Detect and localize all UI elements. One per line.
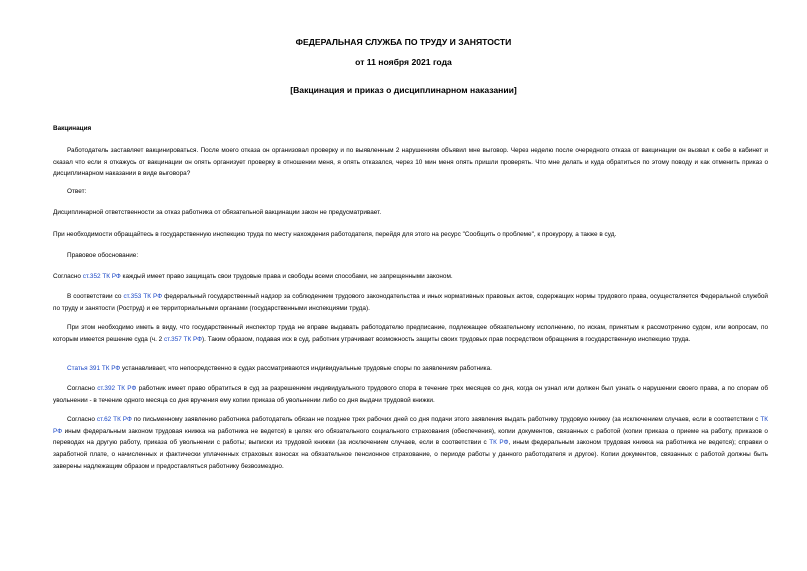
document-title: [Вакцинация и приказ о дисциплинарном наказании]: [290, 85, 517, 95]
link-tk-rf[interactable]: ТК РФ: [53, 416, 768, 435]
legal-paragraph-art391: Статья 391 ТК РФ устанавливает, что непосредственно в судах рассматриваются индивидуальные трудовые споры по заявлениям работника.: [67, 365, 492, 372]
document-date: от 11 ноября 2021 года: [355, 57, 452, 67]
link-art-62[interactable]: ст.62 ТК РФ: [96, 416, 132, 423]
legal-paragraph-art392: Согласно ст.392 ТК РФ работник имеет право обратиться в суд за разрешением индивидуального трудового спора в течение трех месяцев со дня, когда он узнал или должен был узнать о нарушении своего права, а по спорам об увольнении - в течение одного месяца со дня вручения ему копии приказа об увольнении либо со дня выдачи трудовой книжки.: [53, 385, 769, 404]
link-art-352[interactable]: ст.352 ТК РФ: [82, 273, 121, 280]
legal-paragraph-art62: Согласно ст.62 ТК РФ по письменному заявлению работника работодатель обязан не позднее трех рабочих дней со дня подачи этого заявления выдать работнику трудовую книжку (за исключением случаев, если в соответствии с ТК РФ иным федеральным законом трудовая книжка на работника не ведется) в целях его обязательного социального страхования (обеспечения), копии документов, связанных с работой (копии приказа о приеме на работу, приказов о переводах на другую работу, приказа об увольнении с работы; выписки из трудовой книжки (за исключением случаев, если в соответствии с ТК РФ, иным федеральным законом трудовая книжка на работника не ведется); справки о заработной плате, о начисленных и фактически уплаченных страховых взносах на обязательное пенсионное страхование, о периоде работы у данного работодателя и другое). Копии документов, связанных с работой должны быть заверены надлежащим образом и предоставляться работнику безвозмездно.: [53, 416, 768, 470]
answer-paragraph-2: При необходимости обращайтесь в государственную инспекцию труда по месту нахождения работодателя, перейдя для этого на ресурс "Сообщить о проблеме", к прокурору, а также в суд.: [53, 231, 617, 238]
question-paragraph: Работодатель заставляет вакцинироваться. После моего отказа он организовал проверку и по выявленным 2 нарушениям объявил мне выговор. Через неделю после очередного отказа от вакцинации он вызвал к себе в кабинет и сказал что если я откажусь от вакцинации он опять организует проверку в отношении меня, я опять отказался, через 10 мин меня опять пришли проверять. Что мне делать и куда обратиться по этому поводу и как отменить приказ о дисциплинарном наказании в виде выговора?: [53, 147, 768, 178]
document-org-heading: ФЕДЕРАЛЬНАЯ СЛУЖБА ПО ТРУДУ И ЗАНЯТОСТИ: [295, 37, 512, 47]
link-tk-rf-2[interactable]: ТК РФ: [489, 439, 509, 447]
legal-basis-label: Правовое обоснование:: [67, 252, 139, 259]
link-art-357[interactable]: ст.357 ТК РФ: [163, 335, 203, 343]
section-title: Вакцинация: [53, 125, 92, 132]
link-art-353[interactable]: ст.353 ТК РФ: [123, 293, 163, 300]
legal-paragraph-art353: В соответствии со ст.353 ТК РФ федеральный государственный надзор за соблюдением трудового законодательства и иных нормативных правовых актов, содержащих нормы трудового права, осуществляется Федеральной службой по труду и занятости (Роструд) и ее территориальными органами (государственными инспекциями труда).: [53, 293, 769, 312]
link-art-391[interactable]: Статья 391 ТК РФ: [67, 365, 121, 372]
link-art-392[interactable]: ст.392 ТК РФ: [97, 385, 137, 392]
answer-label: Ответ:: [67, 188, 87, 195]
legal-paragraph-art357: При этом необходимо иметь в виду, что государственный инспектор труда не вправе выдавать работодателю предписание, подлежащее обязательному исполнению, по искам, принятым к рассмотрению судом, или вопросам, по которым имеется решение суда (ч. 2 ст.357 ТК РФ). Таким образом, подавая иск в суд, работник утрачивает возможность защиты своих трудовых прав посредством обращения в государственную инспекцию труда.: [53, 324, 768, 343]
legal-paragraph-art352: Согласно ст.352 ТК РФ каждый имеет право защищать свои трудовые права и свободы всеми способами, не запрещенными законом.: [53, 273, 453, 280]
answer-paragraph-1: Дисциплинарной ответственности за отказ работника от обязательной вакцинации закон не предусматривает.: [53, 209, 382, 216]
